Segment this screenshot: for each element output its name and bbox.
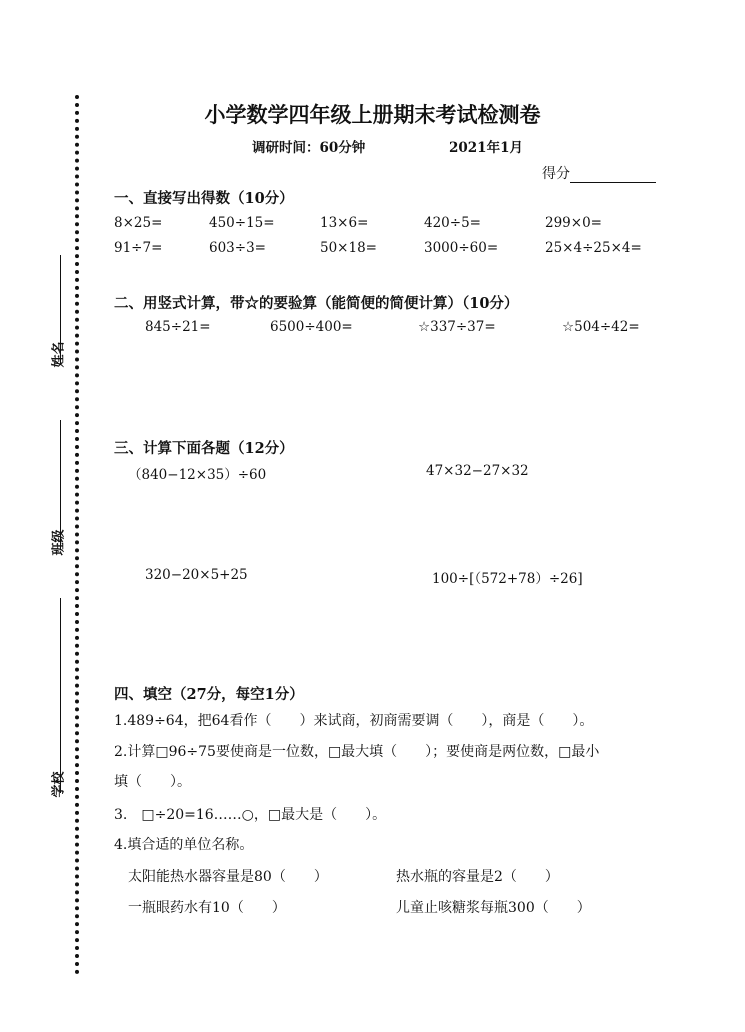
fill-question-1: 1.489÷64，把64看作（ ）来试商，初商需要调（ ），商是（ ）。 <box>114 713 594 729</box>
unit-item: 一瓶眼药水有10（ ） <box>128 900 286 916</box>
fill-question-3: 3. □÷20=16……○，□最大是（ ）。 <box>114 807 387 823</box>
section4-heading: 四、填空（27分，每空1分） <box>114 686 304 703</box>
s3-item: 100÷[（572+78）÷26] <box>432 571 583 587</box>
class-label: 班级 <box>51 529 67 556</box>
score-blank[interactable] <box>570 168 656 183</box>
s1-item: 13×6= <box>320 215 369 231</box>
section2-heading: 二、用竖式计算，带☆的要验算（能简便的简便计算）（10分） <box>114 295 519 312</box>
s1-item: 299×0= <box>545 215 602 231</box>
name-label: 姓名 <box>51 341 67 368</box>
s1-item: 25×4÷25×4= <box>545 240 642 256</box>
exam-date: 2021年1月 <box>449 140 523 156</box>
s1-item: 91÷7= <box>114 240 163 256</box>
unit-item: 太阳能热水器容量是80（ ） <box>128 869 328 885</box>
s1-item: 50×18= <box>320 240 377 256</box>
s2-item: 845÷21= <box>145 319 211 335</box>
fill-question-2-cont: 填（ ）。 <box>114 774 191 790</box>
s3-item: 320−20×5+25 <box>145 567 248 583</box>
fill-question-2: 2.计算□96÷75要使商是一位数，□最大填（ ）；要使商是两位数，□最小 <box>114 744 600 760</box>
binding-dotted-line <box>75 95 79 975</box>
exam-duration: 调研时间：60分钟 <box>252 140 366 156</box>
s1-item: 3000÷60= <box>424 240 499 256</box>
s2-item: ☆504÷42= <box>562 319 640 335</box>
s1-item: 8×25= <box>114 215 163 231</box>
school-label: 学校 <box>51 771 67 798</box>
section3-heading: 三、计算下面各题（12分） <box>114 440 294 457</box>
s1-item: 450÷15= <box>209 215 275 231</box>
s1-item: 603÷3= <box>209 240 266 256</box>
s3-item: （840−12×35）÷60 <box>128 467 267 483</box>
s1-item: 420÷5= <box>424 215 481 231</box>
section1-heading: 一、直接写出得数（10分） <box>114 190 294 207</box>
score-field[interactable] <box>542 163 656 183</box>
s2-item: 6500÷400= <box>270 319 353 335</box>
score-label: 得分 <box>542 166 570 182</box>
unit-item: 热水瓶的容量是2（ ） <box>396 869 559 885</box>
s3-item: 47×32−27×32 <box>426 463 529 479</box>
school-line <box>60 598 61 793</box>
page-title: 小学数学四年级上册期末考试检测卷 <box>204 102 541 127</box>
s2-item: ☆337÷37= <box>418 319 496 335</box>
fill-question-4: 4.填合适的单位名称。 <box>114 837 254 853</box>
unit-item: 儿童止咳糖浆每瓶300（ ） <box>396 900 591 916</box>
